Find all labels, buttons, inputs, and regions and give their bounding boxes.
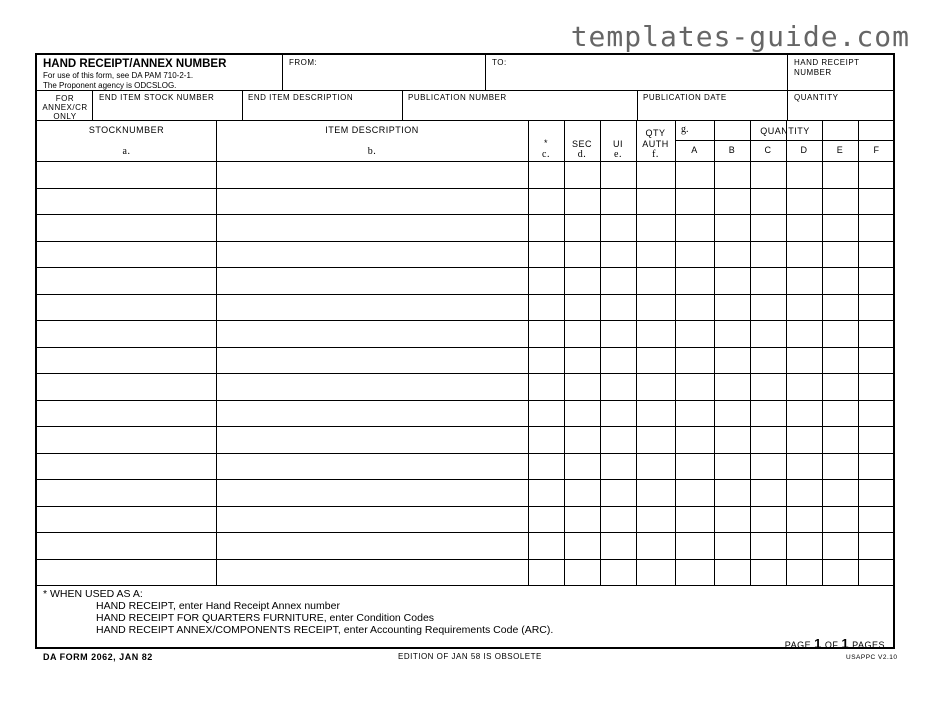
grid-line bbox=[92, 90, 93, 120]
note-line-2: HAND RECEIPT FOR QUARTERS FURNITURE, enter Condition Codes bbox=[96, 612, 435, 624]
ui-header: UI bbox=[613, 139, 623, 149]
stock-number-header: STOCKNUMBER bbox=[88, 125, 165, 135]
qty-auth-header-2: AUTH bbox=[642, 139, 669, 149]
grid-line bbox=[636, 120, 637, 585]
quantity-sub-header: A bbox=[691, 145, 698, 155]
grid-line bbox=[37, 294, 893, 295]
quantity-sub-header: F bbox=[873, 145, 880, 155]
quantity-sub-header: B bbox=[728, 145, 736, 155]
grid-line bbox=[37, 90, 893, 91]
for-label-2: ANNEX/CR bbox=[42, 103, 88, 112]
end-item-stock-label: END ITEM STOCK NUMBER bbox=[99, 93, 215, 102]
grid-line bbox=[37, 506, 893, 507]
quantity-sub-header: C bbox=[764, 145, 772, 155]
note-line-3: HAND RECEIPT ANNEX/COMPONENTS RECEIPT, enter Accounting Requirements Code (ARC). bbox=[96, 624, 554, 636]
page-indicator bbox=[785, 636, 885, 651]
grid-line bbox=[37, 188, 893, 189]
quantity-group-header: QUANTITY bbox=[760, 126, 810, 136]
grid-line bbox=[282, 55, 283, 90]
g-letter: g. bbox=[681, 124, 689, 135]
grid-line bbox=[37, 161, 893, 162]
sec-header: SEC bbox=[571, 139, 592, 149]
item-description-letter: b. bbox=[367, 146, 377, 157]
grid-line bbox=[37, 120, 893, 121]
grid-line bbox=[216, 120, 217, 585]
grid-line bbox=[37, 559, 893, 560]
page-current: 1 bbox=[814, 636, 822, 651]
quantity-label: QUANTITY bbox=[794, 93, 839, 102]
grid-line bbox=[402, 90, 403, 120]
page-label: PAGE bbox=[784, 640, 812, 650]
page-of: OF bbox=[824, 640, 839, 650]
grid-line bbox=[37, 267, 893, 268]
form-subtitle-2: The Proponent agency is ODCSLOG. bbox=[43, 81, 177, 90]
pub-date-label: PUBLICATION DATE bbox=[643, 93, 727, 102]
grid-line bbox=[858, 120, 859, 585]
pub-number-label: PUBLICATION NUMBER bbox=[408, 93, 507, 102]
for-label-3: ONLY bbox=[53, 112, 77, 121]
form-subtitle-1: For use of this form, see DA PAM 710-2-1. bbox=[43, 71, 194, 80]
hr-number-label-2: NUMBER bbox=[794, 68, 832, 77]
hr-number-label-1: HAND RECEIPT bbox=[794, 58, 860, 67]
item-description-header: ITEM DESCRIPTION bbox=[325, 125, 419, 135]
grid-line bbox=[564, 120, 565, 585]
grid-line bbox=[714, 120, 715, 585]
sec-letter: d. bbox=[577, 149, 587, 160]
pages-label: PAGES bbox=[852, 640, 885, 650]
page-total: 1 bbox=[841, 636, 850, 651]
grid-line bbox=[37, 320, 893, 321]
end-item-desc-label: END ITEM DESCRIPTION bbox=[248, 93, 354, 102]
grid-line bbox=[37, 453, 893, 454]
hand-receipt-form bbox=[35, 53, 895, 649]
note-when: * WHEN USED AS A: bbox=[43, 588, 143, 600]
form-number: DA FORM 2062, JAN 82 bbox=[43, 652, 153, 662]
version-label: USAPPC V2.10 bbox=[846, 654, 898, 661]
qty-auth-header-1: QTY bbox=[645, 128, 666, 138]
quantity-sub-header: D bbox=[800, 145, 808, 155]
grid-line bbox=[37, 400, 893, 401]
edition-notice: EDITION OF JAN 58 IS OBSOLETE bbox=[398, 652, 542, 661]
grid-line bbox=[637, 90, 638, 120]
grid-line bbox=[787, 90, 788, 120]
grid-line bbox=[37, 214, 893, 215]
grid-line bbox=[600, 120, 601, 585]
form-title: HAND RECEIPT/ANNEX NUMBER bbox=[43, 58, 227, 70]
quantity-sub-header: E bbox=[836, 145, 844, 155]
stock-number-letter: a. bbox=[122, 146, 131, 157]
ui-letter: e. bbox=[614, 149, 622, 160]
watermark: templates-guide.com bbox=[570, 20, 910, 53]
grid-line bbox=[37, 479, 893, 480]
star-header: * bbox=[543, 138, 548, 148]
grid-line bbox=[786, 120, 787, 585]
grid-line bbox=[37, 373, 893, 374]
grid-line bbox=[675, 140, 895, 141]
grid-line bbox=[822, 120, 823, 585]
grid-line bbox=[528, 120, 529, 585]
grid-line bbox=[485, 55, 486, 90]
star-letter: c. bbox=[542, 149, 550, 160]
grid-line bbox=[675, 120, 676, 585]
note-line-1: HAND RECEIPT, enter Hand Receipt Annex number bbox=[96, 600, 340, 612]
grid-line bbox=[37, 426, 893, 427]
grid-line bbox=[37, 347, 893, 348]
grid-line bbox=[37, 585, 893, 586]
to-label: TO: bbox=[492, 58, 507, 67]
from-label: FROM: bbox=[289, 58, 318, 67]
for-label-1: FOR bbox=[55, 94, 75, 103]
grid-line bbox=[787, 55, 788, 90]
grid-line bbox=[242, 90, 243, 120]
grid-line bbox=[37, 532, 893, 533]
grid-line bbox=[37, 241, 893, 242]
grid-line bbox=[750, 120, 751, 585]
qty-auth-letter: f. bbox=[652, 149, 659, 160]
